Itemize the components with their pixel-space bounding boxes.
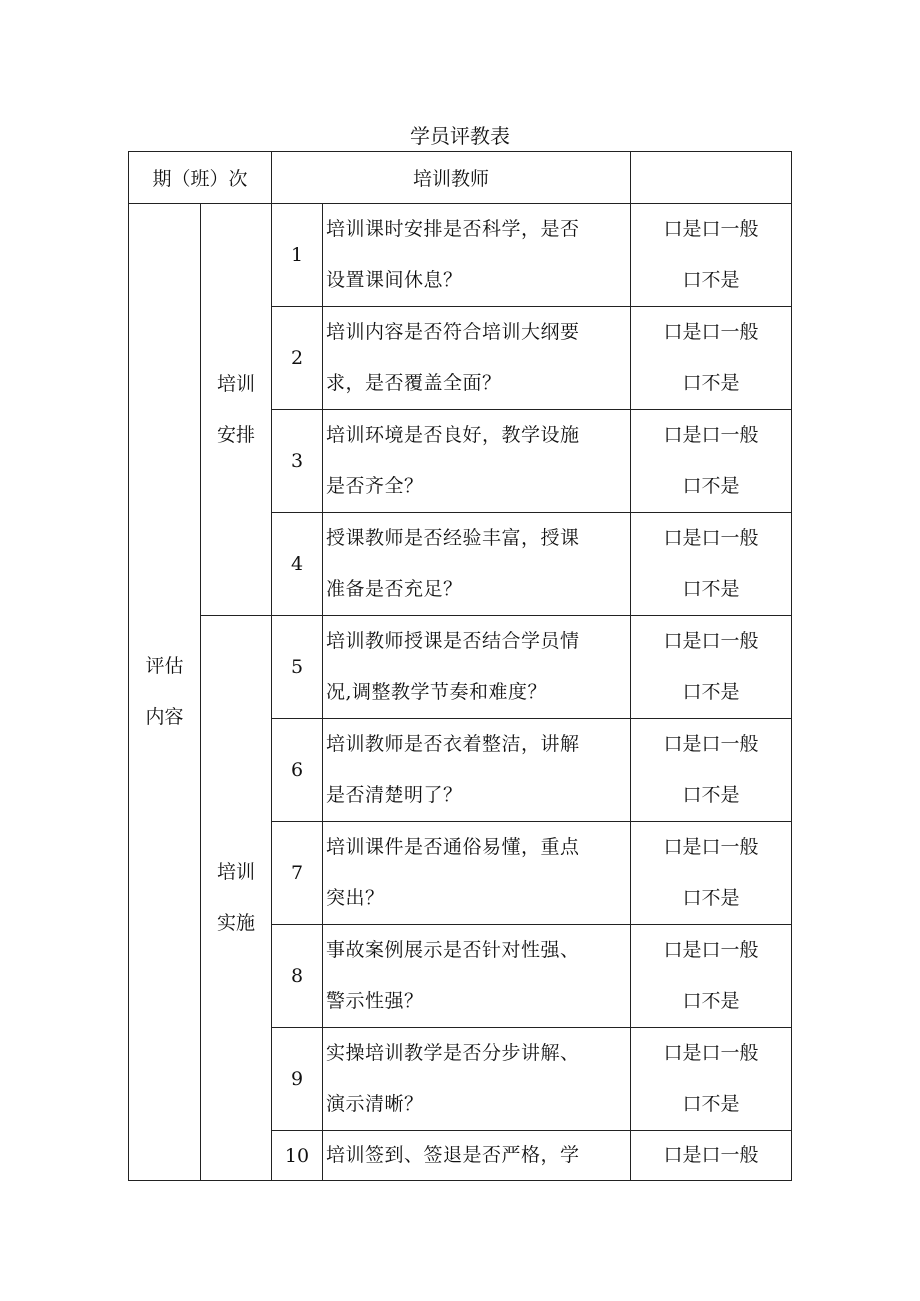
question-line: 求，是否覆盖全面？ bbox=[326, 372, 502, 394]
question-text bbox=[323, 513, 631, 616]
row-number: 4 bbox=[272, 513, 323, 616]
question-text bbox=[323, 410, 631, 513]
question-line: 是否清楚明了？ bbox=[326, 784, 463, 806]
answer-options[interactable] bbox=[631, 410, 792, 513]
options-line[interactable]: 口是口一般 bbox=[663, 939, 759, 961]
question-line: 培训教师授课是否结合学员情 bbox=[326, 630, 580, 652]
options-line[interactable]: 口是口一般 bbox=[663, 1144, 759, 1166]
question-text bbox=[323, 616, 631, 719]
question-text bbox=[323, 1028, 631, 1131]
question-line: 准备是否充足？ bbox=[326, 578, 463, 600]
row-number: 9 bbox=[272, 1028, 323, 1131]
answer-options[interactable] bbox=[631, 1028, 792, 1131]
answer-options[interactable] bbox=[631, 616, 792, 719]
question-line: 设置课间休息？ bbox=[326, 269, 463, 291]
options-line[interactable]: 口是口一般 bbox=[663, 630, 759, 652]
question-line: 培训教师是否衣着整洁，讲解 bbox=[326, 733, 580, 755]
group-label-line: 安排 bbox=[217, 423, 256, 446]
options-line[interactable]: 口不是 bbox=[682, 578, 740, 600]
group-label-line: 培训 bbox=[217, 861, 256, 883]
options-line[interactable]: 口是口一般 bbox=[663, 218, 759, 240]
options-line[interactable]: 口不是 bbox=[682, 784, 740, 806]
answer-options[interactable] bbox=[631, 204, 792, 307]
group-label-line: 培训 bbox=[217, 372, 256, 395]
question-text bbox=[323, 307, 631, 410]
section-label-line: 评估 bbox=[145, 655, 184, 677]
group-training-arrangement bbox=[201, 204, 272, 616]
answer-options[interactable] bbox=[631, 513, 792, 616]
options-line[interactable]: 口不是 bbox=[682, 1093, 740, 1115]
question-text bbox=[323, 719, 631, 822]
question-line: 实操培训教学是否分步讲解、 bbox=[326, 1042, 580, 1064]
options-line[interactable]: 口不是 bbox=[682, 887, 740, 909]
options-line[interactable]: 口是口一般 bbox=[663, 321, 759, 343]
answer-options[interactable] bbox=[631, 822, 792, 925]
options-line[interactable]: 口不是 bbox=[682, 990, 740, 1012]
question-text bbox=[323, 822, 631, 925]
row-number: 5 bbox=[272, 616, 323, 719]
question-line: 警示性强？ bbox=[326, 990, 424, 1012]
row-number: 3 bbox=[272, 410, 323, 513]
question-line: 培训环境是否良好，教学设施 bbox=[326, 424, 580, 446]
options-line[interactable]: 口不是 bbox=[682, 372, 740, 394]
options-line[interactable]: 口不是 bbox=[682, 269, 740, 291]
answer-options[interactable] bbox=[631, 719, 792, 822]
options-line[interactable]: 口是口一般 bbox=[663, 1042, 759, 1064]
row-number: 2 bbox=[272, 307, 323, 410]
question-line: 事故案例展示是否针对性强、 bbox=[326, 939, 580, 961]
evaluation-table bbox=[128, 151, 792, 1181]
table-row bbox=[129, 204, 792, 307]
table-row bbox=[129, 616, 792, 719]
group-training-implementation bbox=[201, 616, 272, 1181]
row-number: 8 bbox=[272, 925, 323, 1028]
answer-options[interactable] bbox=[631, 1131, 792, 1181]
options-line[interactable]: 口是口一般 bbox=[663, 527, 759, 549]
row-number: 10 bbox=[272, 1131, 323, 1181]
group-label-line: 实施 bbox=[217, 912, 256, 934]
question-line: 培训课时安排是否科学，是否 bbox=[326, 218, 580, 240]
question-line: 培训签到、签退是否严格，学 bbox=[326, 1144, 580, 1166]
row-number: 1 bbox=[272, 204, 323, 307]
section-evaluation-content bbox=[129, 204, 201, 1181]
options-line[interactable]: 口是口一般 bbox=[663, 836, 759, 858]
question-line: 况,调整教学节奏和难度？ bbox=[326, 681, 548, 703]
trainer-label: 培训教师 bbox=[272, 152, 631, 204]
question-line: 培训内容是否符合培训大纲要 bbox=[326, 321, 580, 343]
answer-options[interactable] bbox=[631, 925, 792, 1028]
question-line: 演示清晰？ bbox=[326, 1093, 424, 1115]
question-line: 授课教师是否经验丰富，授课 bbox=[326, 527, 580, 549]
header-row bbox=[129, 152, 792, 204]
options-line[interactable]: 口是口一般 bbox=[663, 424, 759, 446]
section-label-line: 内容 bbox=[145, 706, 184, 728]
row-number: 7 bbox=[272, 822, 323, 925]
question-line: 培训课件是否通俗易懂，重点 bbox=[326, 836, 580, 858]
form-title: 学员评教表 bbox=[410, 124, 510, 148]
question-line: 是否齐全？ bbox=[326, 475, 424, 497]
period-label: 期（班）次 bbox=[129, 152, 272, 204]
answer-options[interactable] bbox=[631, 307, 792, 410]
trainer-value-cell[interactable] bbox=[631, 152, 792, 204]
options-line[interactable]: 口是口一般 bbox=[663, 733, 759, 755]
row-number: 6 bbox=[272, 719, 323, 822]
question-text bbox=[323, 204, 631, 307]
question-text bbox=[323, 1131, 631, 1181]
question-line: 突出？ bbox=[326, 887, 385, 909]
options-line[interactable]: 口不是 bbox=[682, 681, 740, 703]
question-text bbox=[323, 925, 631, 1028]
options-line[interactable]: 口不是 bbox=[682, 475, 740, 497]
